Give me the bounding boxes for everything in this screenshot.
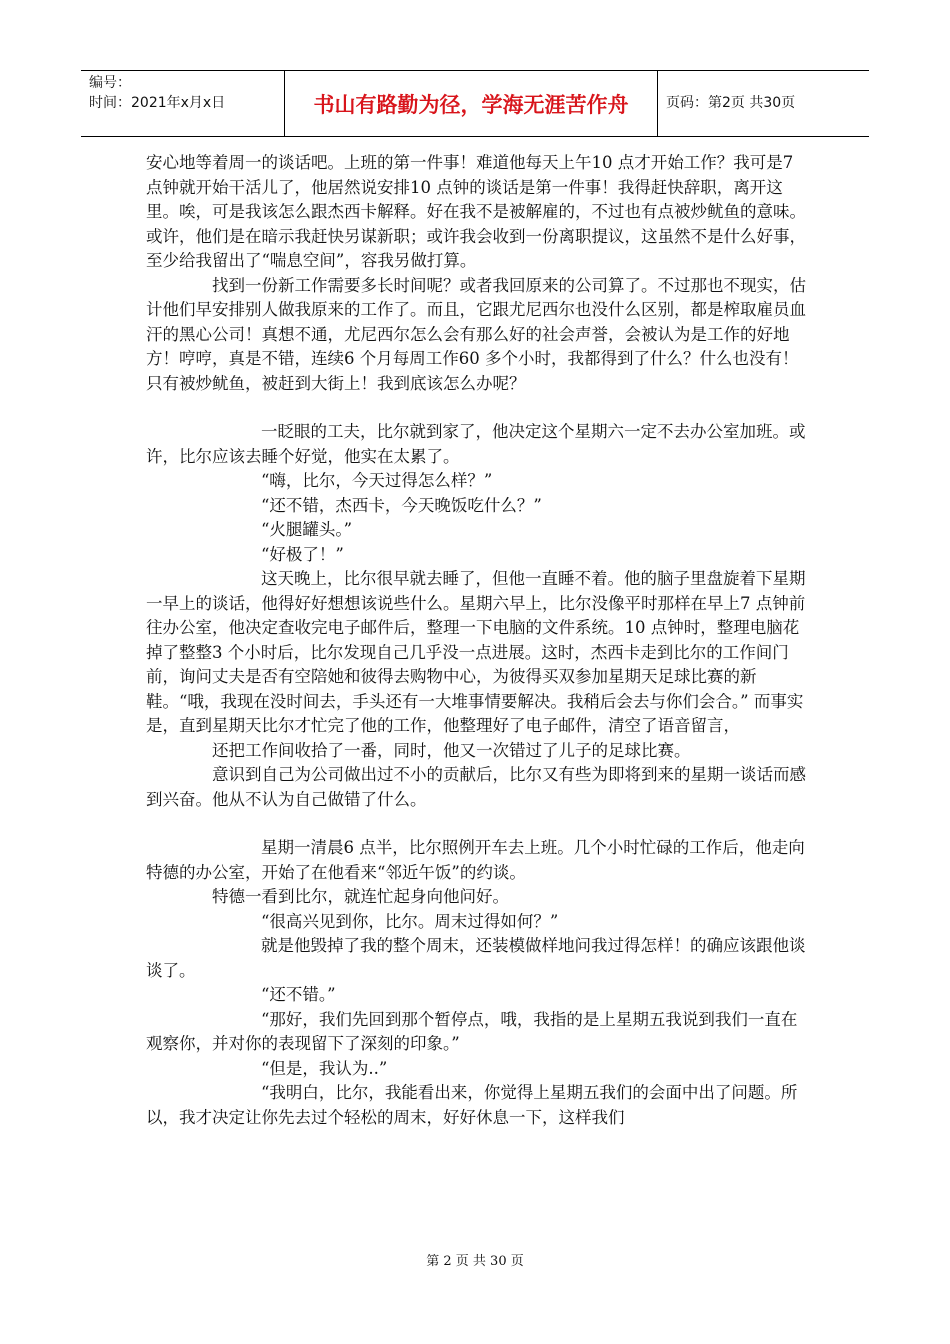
paragraph: “火腿罐头。” <box>261 520 353 539</box>
body-text <box>146 151 806 1130</box>
paragraph-gap <box>146 396 806 420</box>
paragraph: 还把工作间收拾了一番，同时，他又一次错过了儿子的足球比赛。 <box>212 740 691 760</box>
paragraph: “但是，我认为..” <box>261 1058 388 1078</box>
paragraph: 这天晚上，比尔很早就去睡了，但他一直睡不着。他的脑子里盘旋着下星期一早上的谈话，他得好好想想该说些什么。星期六早上，比尔没像平时那样在早上7 点钟前往办公室，他决定查收完电子邮件后，整理一下电脑的文件系统。10 点钟时，整理电脑花掉了整整3 个小时后，比尔发现自己几乎没一点进展。这时，杰西卡走到比尔的工作间门前，询问丈夫是否有空陪她和彼得去购物中心，为彼得买双参加星期天足球比赛的新鞋。“哦，我现在没时间去，手头还有一大堆事情要解决。我稍后会去与你们会合。” 而事实是，直到星期天比尔才忙完了他的工作，他整理好了电子邮件，清空了语音留言， <box>146 569 806 735</box>
paragraph: “很高兴见到你，比尔。周末过得如何？” <box>261 911 559 931</box>
page-number-label: 页码：第2页 共30页 <box>666 95 796 111</box>
document-date-label: 时间：2021年x月x日 <box>89 95 226 111</box>
paragraph: 就是他毁掉了我的整个周末，还装模做样地问我过得怎样！的确应该跟他谈谈了。 <box>146 936 806 980</box>
paragraph: 一眨眼的工夫，比尔就到家了，他决定这个星期六一定不去办公室加班。或许，比尔应该去睡个好觉，他实在太累了。 <box>146 422 806 466</box>
paragraph: 安心地等着周一的谈话吧。上班的第一件事！难道他每天上午10 点才开始工作？我可是7 点钟就开始干活儿了，他居然说安排10 点钟的谈话是第一件事！我得赶快辞职，离开这里。唉，可是我该怎么跟杰西卡解释。好在我不是被解雇的，不过也有点被炒鱿鱼的意味。或许，他们是在暗示我赶快另谋新职；或许我会收到一份离职提议，这虽然不是什么好事，至少给我留出了“喘息空间”，容我另做打算。 <box>146 153 806 270</box>
page-header <box>81 70 869 137</box>
paragraph: “嗨，比尔，今天过得怎么样？” <box>261 471 493 490</box>
paragraph: 星期一清晨6 点半，比尔照例开车去上班。几个小时忙碌的工作后，他走向特德的办公室，开始了在他看来“邻近午饭”的约谈。 <box>146 838 805 882</box>
paragraph: “我明白，比尔，我能看出来，你觉得上星期五我们的会面中出了问题。所以，我才决定让你先去过个轻松的周末，好好休息一下，这样我们 <box>146 1083 798 1127</box>
paragraph: “还不错，杰西卡，今天晚饭吃什么？” <box>261 495 542 515</box>
paragraph: 意识到自己为公司做出过不小的贡献后，比尔又有些为即将到来的星期一谈话而感到兴奋。他从不认为自己做错了什么。 <box>146 765 806 809</box>
motto-text: 书山有路勤为径，学海无涯苦作舟 <box>313 93 629 117</box>
page-footer: 第 2 页 共 30 页 <box>426 1254 524 1269</box>
paragraph: 找到一份新工作需要多长时间呢？或者我回原来的公司算了。不过那也不现实，估计他们早安排别人做我原来的工作了。而且，它跟尤尼西尔也没什么区别，都是榨取雇员血汗的黑心公司！真想不通，尤尼西尔怎么会有那么好的社会声誉，会被认为是工作的好地方！哼哼，真是不错，连续6 个月每周工作60 多个小时，我都得到了什么？什么也没有！只有被炒鱿鱼，被赶到大街上！我到底该怎么办呢？ <box>146 275 806 393</box>
header-motto-cell <box>285 71 658 136</box>
paragraph: “那好，我们先回到那个暂停点，哦，我指的是上星期五我说到我们一直在观察你，并对你的表现留下了深刻的印象。” <box>146 1009 798 1053</box>
header-page-cell <box>658 71 869 136</box>
document-id-label: 编号： <box>89 75 131 91</box>
header-meta-cell <box>81 71 285 136</box>
paragraph-gap <box>146 812 806 836</box>
paragraph: “好极了！” <box>261 544 344 564</box>
paragraph: 特德一看到比尔，就连忙起身向他问好。 <box>212 887 509 906</box>
paragraph: “还不错。” <box>261 985 336 1004</box>
